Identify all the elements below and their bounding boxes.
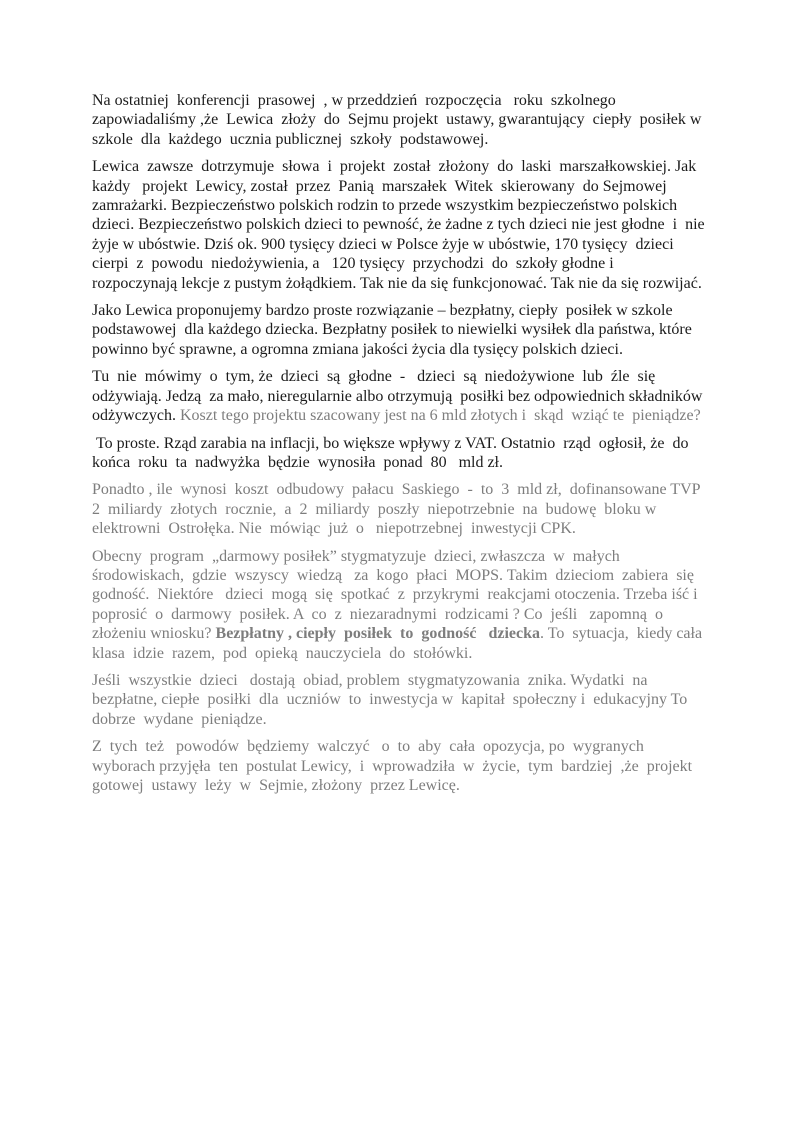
- paragraph-6: [92, 480, 708, 538]
- text-run: Na ostatniej konferencji prasowej , w przeddzień rozpoczęcia roku szkolnego zapowiadaliśmy ,że Lewica złoży do Sejmu projekt ustawy, gwarantujący ciepły posiłek w szkole dla każdego ucznia publicznej szkoły podstawowej.: [92, 92, 710, 148]
- text-run: Obecny program „darmowy posiłek” stygmatyzuje dzieci, zwłaszcza w małych środowiskach, gdzie wszyscy wiedzą za kogo płaci MOPS. Takim dzieciom zabiera się godność. Niektóre dzieci mogą się spotkać z przykrymi reakcjami otoczenia. Trzeba iść i poprosić o darmowy posiłek. A co z niezaradnymi rodzicami ? Co jeśli zapomną o złożeniu wniosku?: [92, 547, 706, 643]
- paragraph-4: [92, 367, 705, 425]
- text-run: Koszt tego projektu szacowany jest na 6 mld złotych i skąd wziąć te pieniądze?: [179, 407, 701, 425]
- text-run: To proste. Rząd zarabia na inflacji, bo większe wpływy z VAT. Ostatnio rząd ogłosił, że do końca roku ta nadwyżka będzie wynosiła ponad 80 mld zł.: [92, 434, 693, 471]
- text-run: . To sytuacja, kiedy cała klasa idzie razem, pod opieką nauczyciela do stołówki.: [92, 625, 711, 662]
- text-run: Bezpłatny , ciepły posiłek to godność dziecka: [215, 625, 540, 643]
- paragraph-5: [92, 434, 705, 473]
- paragraph-2: [92, 157, 709, 293]
- text-run: Jako Lewica proponujemy bardzo proste rozwiązanie – bezpłatny, ciepły posiłek w szkole podstawowej dla każdego dziecka. Bezpłatny posiłek to niewielki wysiłek dla państwa, które powinno być sprawne, a ogromna zmiana jakości życia dla tysięcy polskich dzieci.: [92, 302, 696, 358]
- paragraph-7: [92, 547, 711, 663]
- text-run: Lewica zawsze dotrzymuje słowa i projekt został złożony do laski marszałkowskiej. Jak każdy projekt Lewicy, został przez Panią marszałek Witek skierowany do Sejmowej zamrażarki. Bezpieczeństwo polskich rodzin to przede wszystkim bezpieczeństwo polskich dzieci. Bezpieczeństwo polskich dzieci to pewność, że żadne z tych dzieci nie jest głodne i nie żyje w ubóstwie. Dziś ok. 900 tysięcy dzieci w Polsce żyje w ubóstwie, 170 tysięcy dzieci cierpi z powodu niedożywienia, a 120 tysięcy przychodzi do szkoły głodne i rozpoczynają lekcje z pustym żołądkiem. Tak nie da się funkcjonować. Tak nie da się rozwijać.: [92, 158, 709, 292]
- text-run: Ponadto , ile wynosi koszt odbudowy pałacu Saskiego - to 3 mld zł, dofinansowane TVP 2 miliardy złotych rocznie, a 2 miliardy poszły niepotrzebnie na budowę bloku w elektrowni Ostrołęka. Nie mówiąc już o niepotrzebnej inwestycji CPK.: [92, 481, 708, 538]
- paragraph-8: [92, 671, 705, 729]
- text-run: Tu nie mówimy o tym, że dzieci są głodne - dzieci są niedożywione lub źle się odżywiają. Jedzą za mało, nieregularnie albo otrzymują posiłki bez odpowiednich składników odżywczych.: [92, 368, 707, 425]
- paragraph-1: [92, 91, 710, 149]
- paragraph-9: [92, 737, 705, 795]
- paragraph-3: [92, 301, 705, 359]
- text-run: Jeśli wszystkie dzieci dostają obiad, problem stygmatyzowania znika. Wydatki na bezpłatne, ciepłe posiłki dla uczniów to inwestycja w kapitał społeczny i edukacyjny To dobrze wydane pieniądze.: [92, 671, 692, 728]
- text-run: Z tych też powodów będziemy walczyć o to aby cała opozycja, po wygranych wyborach przyjęła ten postulat Lewicy, i wprowadziła w życie, tym bardziej ,że projekt gotowej ustawy leży w Sejmie, złożony przez Lewicę.: [92, 738, 697, 794]
- document-body: [92, 91, 711, 803]
